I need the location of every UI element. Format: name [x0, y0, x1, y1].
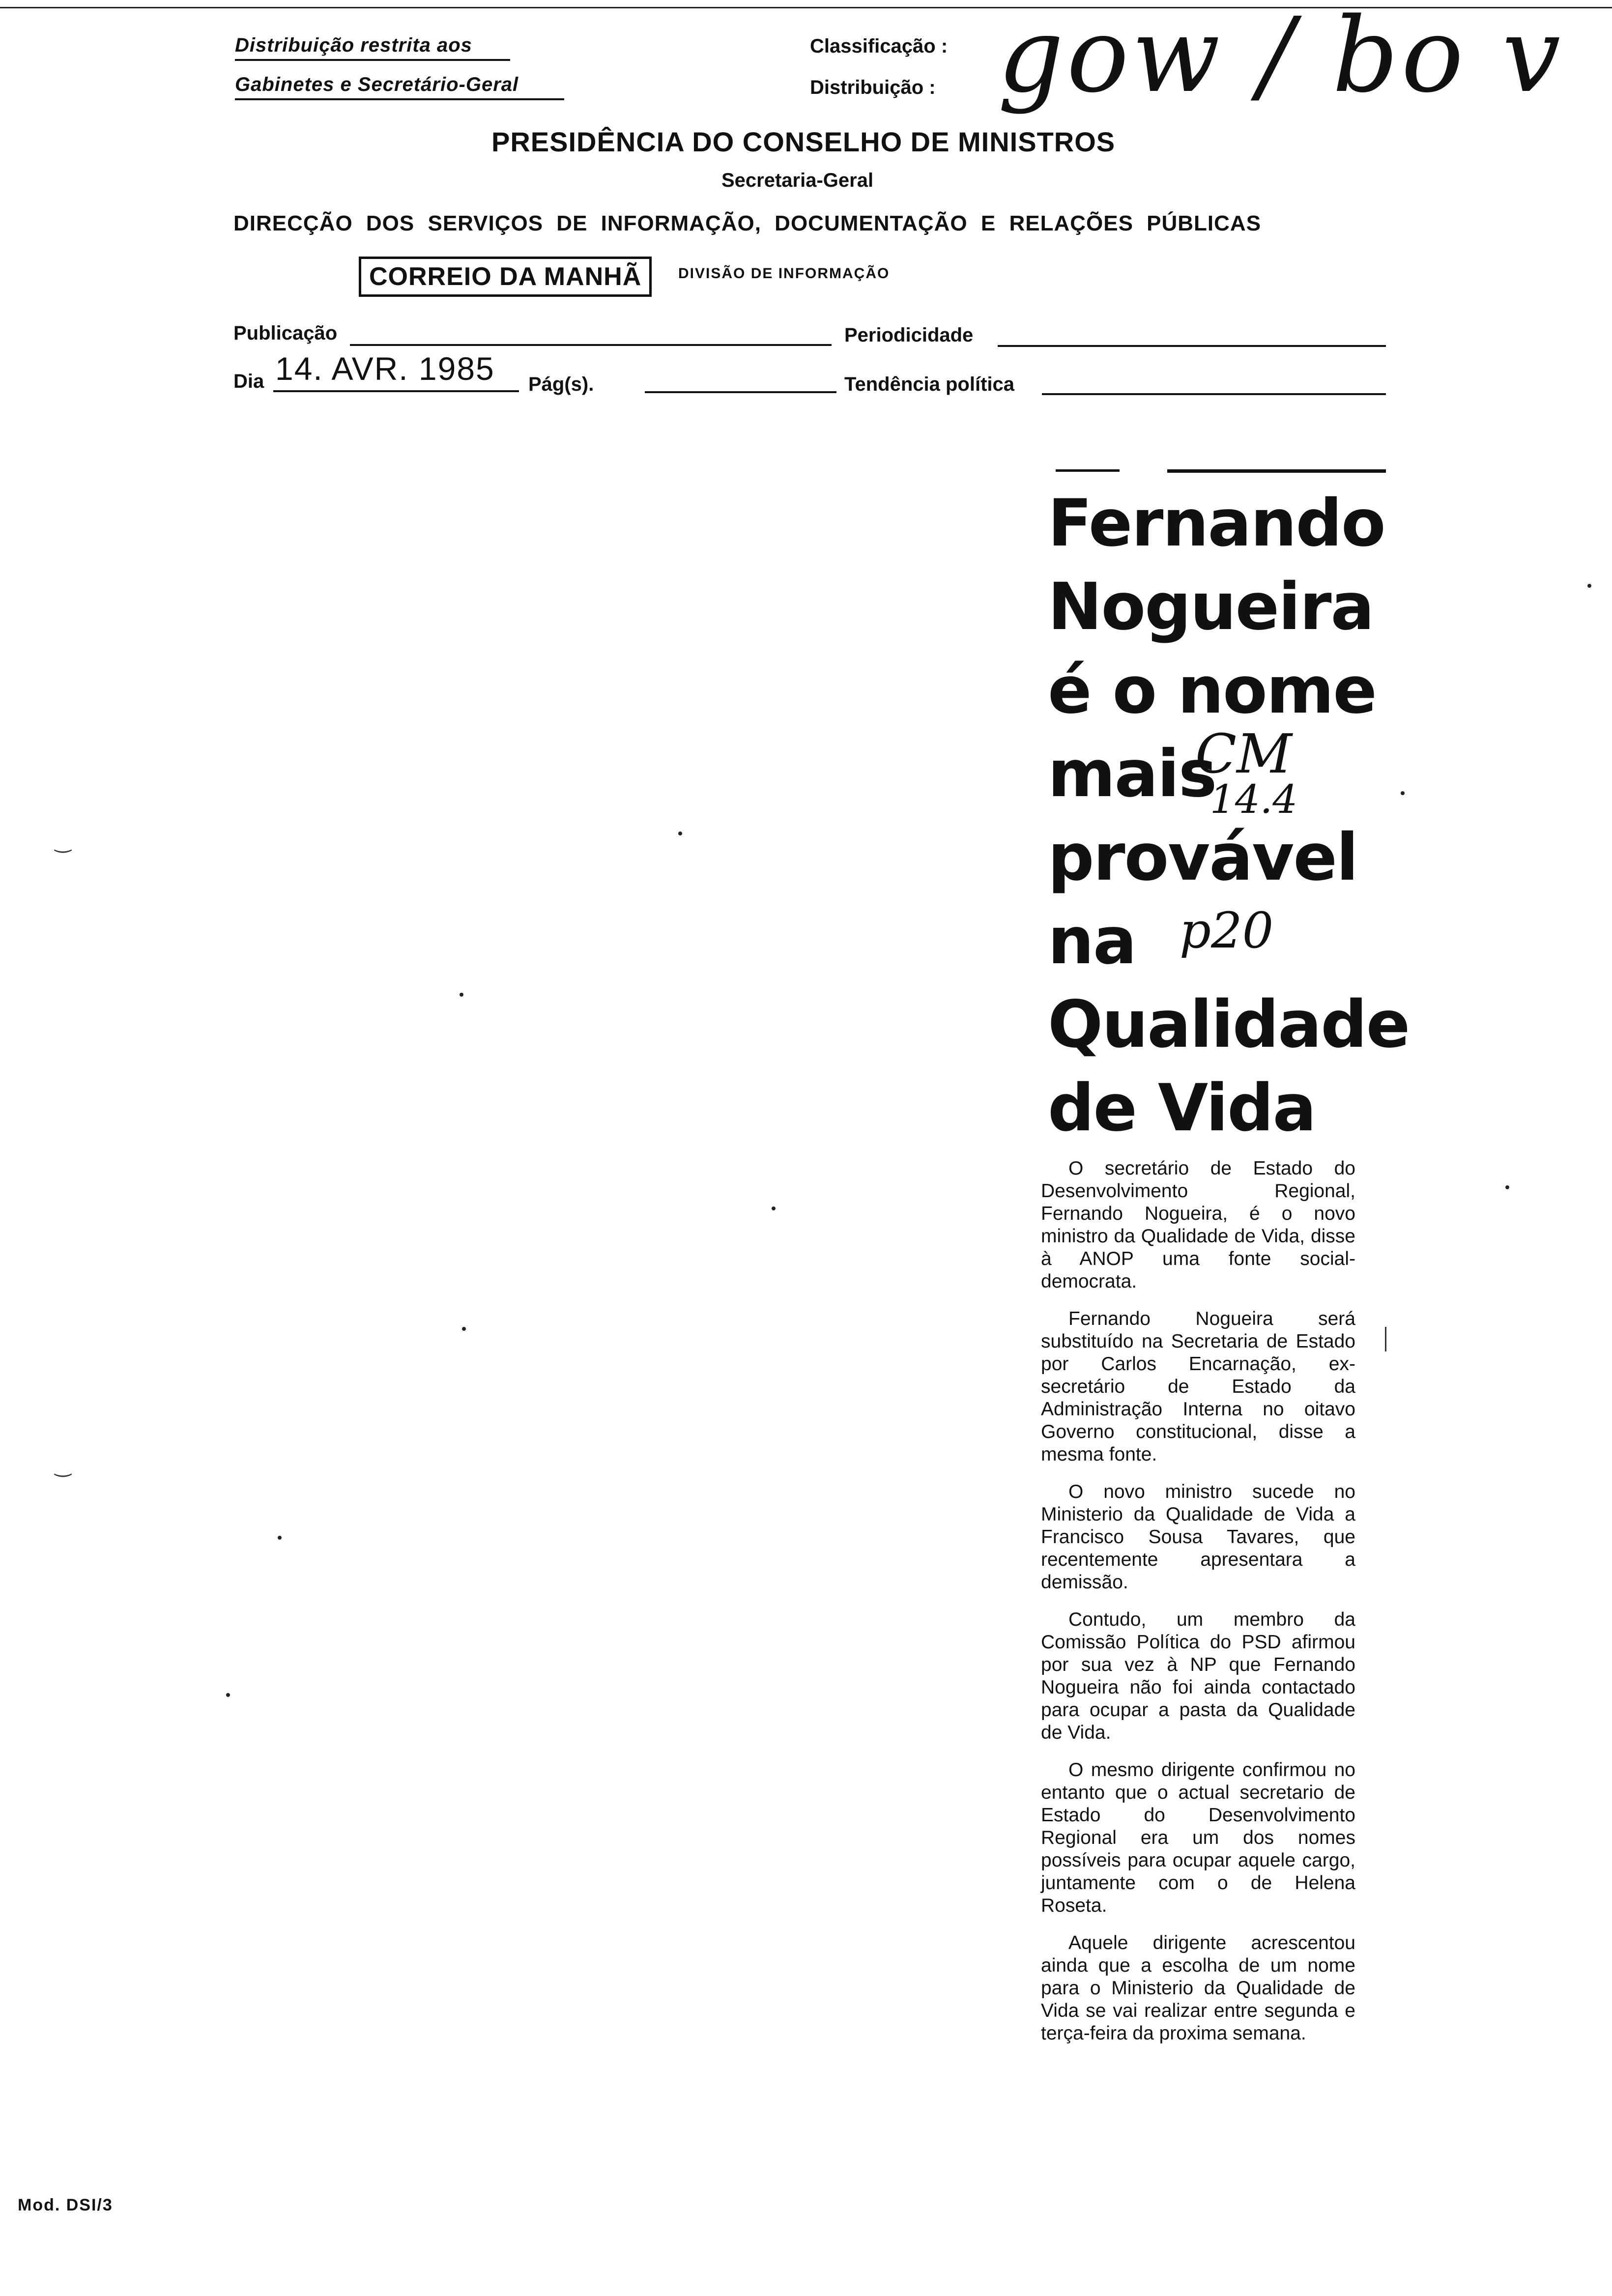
- newspaper-stamp: CORREIO DA MANHÃ: [359, 257, 652, 297]
- headline-line: provável: [1048, 820, 1358, 895]
- handwritten-note-date: 14.4: [1210, 776, 1298, 822]
- periodicity-label: Periodicidade: [844, 324, 974, 346]
- pages-field-line: [645, 391, 836, 393]
- distribution-underline-2: [235, 98, 564, 100]
- day-field-line: [273, 390, 519, 392]
- secretariat-heading: Secretaria-Geral: [721, 170, 874, 191]
- article-paragraph: Fernando Nogueira será substituído na Secretaria de Estado por Carlos Encarnação, ex-secretário de Estado da Administração Interna no oitavo Governo constitucional, disse a mesma fonte.: [1041, 1308, 1355, 1465]
- article-body: [1041, 1157, 1355, 2060]
- headline-rule-long: [1167, 469, 1386, 473]
- distribution-underline-1: [235, 59, 510, 61]
- scan-speck: [460, 993, 463, 997]
- headline-line: é o nome: [1048, 653, 1376, 728]
- publication-label: Publicação: [233, 322, 338, 344]
- handwritten-note-cm: CM: [1195, 722, 1292, 785]
- scan-speck: [678, 832, 682, 835]
- scan-speck: [226, 1693, 230, 1697]
- political-trend-label: Tendência política: [844, 373, 1014, 395]
- article-paragraph: Contudo, um membro da Comissão Política do PSD afirmou por sua vez à NP que Fernando Nogueira não foi ainda contactado para ocupar a pasta da Qualidade de Vida.: [1041, 1609, 1355, 1743]
- pages-label: Pág(s).: [528, 373, 594, 395]
- headline-line: mais: [1048, 736, 1216, 812]
- classification-label: Classificação :: [810, 35, 948, 57]
- handwritten-note-page: p20: [1180, 902, 1274, 959]
- date-stamp: 14. AVR. 1985: [275, 350, 495, 387]
- directorate-heading: DIRECÇÃO DOS SERVIÇOS DE INFORMAÇÃO, DOCUMENTAÇÃO E RELAÇÕES PÚBLICAS: [233, 211, 1262, 235]
- headline-line: de Vida: [1048, 1070, 1316, 1146]
- headline-line: Nogueira: [1048, 569, 1374, 645]
- headline-line: Qualidade: [1048, 987, 1410, 1062]
- article-paragraph: O novo ministro sucede no Ministerio da Qualidade de Vida a Francisco Sousa Tavares, que recentemente apresentara a demissão.: [1041, 1481, 1355, 1593]
- scan-speck: [462, 1327, 466, 1331]
- headline-line: na: [1048, 903, 1136, 979]
- scan-speck: [1587, 584, 1591, 588]
- scan-speck: [1505, 1185, 1509, 1189]
- division-label: DIVISÃO DE INFORMAÇÃO: [678, 265, 890, 282]
- article-paragraph: O secretário de Estado do Desenvolvimento Regional, Fernando Nogueira, é o novo ministro da Qualidade de Vida, disse à ANOP uma fonte social-democrata.: [1041, 1158, 1355, 1292]
- scan-speck: [278, 1536, 282, 1540]
- scan-speck: [772, 1206, 776, 1210]
- handwritten-classification: gow / bo v: [998, 0, 1564, 115]
- distribution-label: Distribuição :: [810, 77, 936, 98]
- article-paragraph: Aquele dirigente acrescentou ainda que a escolha de um nome para o Ministerio da Qualidade de Vida se vai realizar entre segunda e terça-feira da proxima semana.: [1041, 1932, 1355, 2044]
- form-code: Mod. DSI/3: [18, 2196, 113, 2214]
- periodicity-field-line: [998, 345, 1386, 347]
- distribution-line-1: Distribuição restrita aos: [235, 34, 472, 56]
- political-trend-field-line: [1042, 393, 1386, 395]
- scan-mark: [1385, 1327, 1386, 1351]
- scan-mark: ‿: [55, 831, 71, 853]
- headline-rule-short: [1056, 469, 1120, 472]
- scan-mark: ‿: [55, 1455, 71, 1477]
- presidency-heading: PRESIDÊNCIA DO CONSELHO DE MINISTROS: [491, 126, 1116, 157]
- article-paragraph: O mesmo dirigente confirmou no entanto que o actual secretario de Estado do Desenvolvimento Regional era um dos nomes possíveis para ocupar aquele cargo, juntamente com o de Helena Roseta.: [1041, 1759, 1355, 1916]
- day-label: Dia: [233, 371, 264, 392]
- publication-field-line: [350, 344, 832, 346]
- headline-line: Fernando: [1048, 486, 1385, 561]
- scan-speck: [1401, 791, 1405, 795]
- distribution-line-2: Gabinetes e Secretário-Geral: [235, 74, 519, 95]
